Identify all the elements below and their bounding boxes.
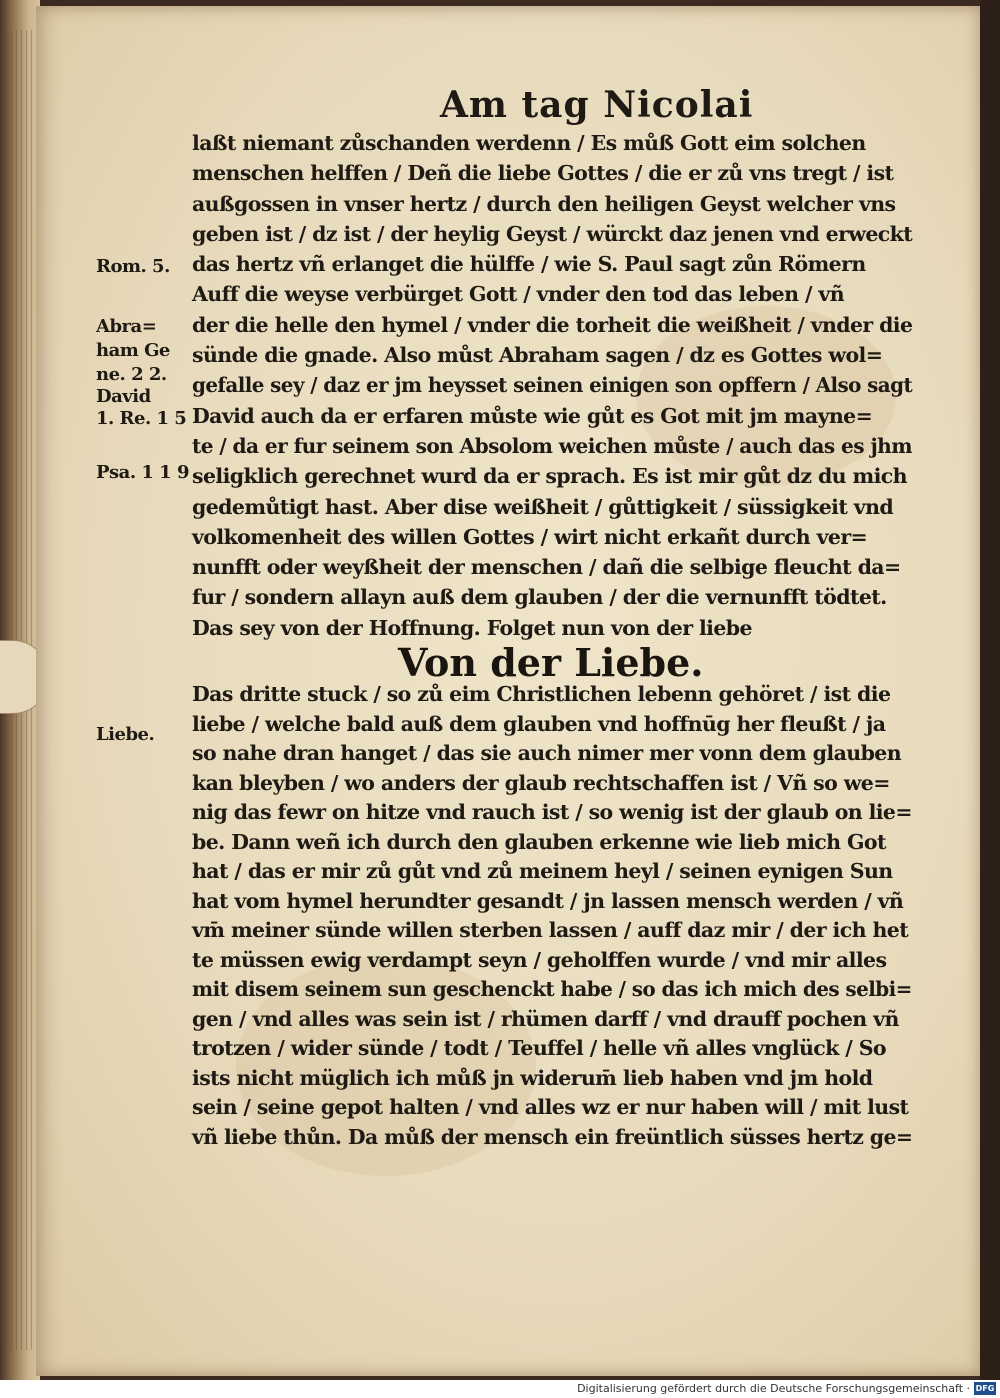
margin-note-psa: Psa. 1 1 9 xyxy=(96,462,189,483)
text-line: sünde die gnade. Also můst Abraham sagen / dz es Gottes wol= xyxy=(192,343,883,368)
text-line: vm̄ meiner sünde willen sterben lassen / auff daz mir / der ich het xyxy=(192,918,909,942)
text-line: Auff die weyse verbürget Gott / vnder den tod das leben / vñ xyxy=(192,282,845,307)
text-line: hat / das er mir zů gůt vnd zů meinem heyl / seinen eynigen Sun xyxy=(192,859,893,883)
text-line: nunfft oder weyßheit der menschen / dañ die selbige fleucht da= xyxy=(192,555,901,580)
text-line: nig das fewr on hitze vnd rauch ist / so wenig ist der glaub on lie= xyxy=(192,800,912,824)
footer-credit: Digitalisierung gefördert durch die Deutsche Forschungsgemeinschaft · xyxy=(577,1382,970,1395)
text-line: Das sey von der Hoffnung. Folget nun von der liebe xyxy=(192,615,752,640)
text-line: so nahe dran hanget / das sie auch nimer mer vonn dem glauben xyxy=(192,741,902,765)
margin-note-david: 1. Re. 1 5 xyxy=(96,408,187,429)
text-line: seligklich gerechnet wurd da er sprach. Es ist mir gůt dz du mich xyxy=(192,464,907,489)
margin-note-david: David xyxy=(96,386,151,407)
text-line: fur / sondern allayn auß dem glauben / der die vernunfft tödtet. xyxy=(192,585,887,610)
text-line: mit disem seinem sun geschenckt habe / so das ich mich des selbi= xyxy=(192,977,912,1001)
text-line: te / da er fur seinem son Absolom weichen můste / auch das es jhm xyxy=(192,433,912,458)
text-line: hat vom hymel herundter gesandt / jn lassen mensch werden / vñ xyxy=(192,888,904,913)
text-line: liebe / welche bald auß dem glauben vnd hoffnūg her fleußt / ja xyxy=(192,711,886,736)
text-block-bottom xyxy=(192,680,912,1152)
right-dark-border xyxy=(980,0,1000,1380)
text-line: menschen helffen / Deñ die liebe Gottes / die er zů vns tregt / ist xyxy=(192,161,894,186)
text-line: außgossen in vnser hertz / durch den heiligen Geyst welcher vns xyxy=(192,191,896,216)
text-line: kan bleyben / wo anders der glaub rechtschaffen ist / Vñ so we= xyxy=(192,770,890,795)
text-line: ists nicht müglich ich můß jn widerum̄ lieb haben vnd jm hold xyxy=(192,1065,873,1090)
text-line: der die helle den hymel / vnder die torheit die weißheit / vnder die xyxy=(192,312,913,337)
text-line: gefalle sey / daz er jm heysset seinen einigen son opffern / Also sagt xyxy=(192,373,913,398)
text-line: gedemůtigt hast. Aber dise weißheit / gůttigkeit / süssigkeit vnd xyxy=(192,494,894,519)
margin-note-abraham: Abra= xyxy=(96,316,157,337)
text-line: te müssen ewig verdampt seyn / geholffen wurde / vnd mir alles xyxy=(192,947,887,972)
text-line: geben ist / dz ist / der heylig Geyst / würckt daz jenen vnd erweckt xyxy=(192,221,913,246)
margin-note-rom: Rom. 5. xyxy=(96,256,170,277)
text-line: be. Dann weñ ich durch den glauben erkenne wie lieb mich Got xyxy=(192,829,886,854)
section-title: Von der Liebe. xyxy=(398,640,704,685)
margin-note-abraham: ham Ge xyxy=(96,340,170,361)
text-line: volkomenheit des willen Gottes / wirt nicht erkañt durch ver= xyxy=(192,524,868,549)
text-line: laßt niemant zůschanden werdenn / Es můß Gott eim solchen xyxy=(192,131,866,155)
margin-note-liebe: Liebe. xyxy=(96,724,155,745)
dfg-logo: DFG xyxy=(975,1384,995,1393)
text-line: vñ liebe thůn. Da můß der mensch ein freüntlich süsses hertz ge= xyxy=(192,1124,913,1149)
margin-note-abraham: ne. 2 2. xyxy=(96,364,167,385)
text-line: David auch da er erfaren můste wie gůt es Got mit jm mayne= xyxy=(192,403,873,428)
text-line: das hertz vñ erlanget die hülffe / wie S. Paul sagt zůn Römern xyxy=(192,252,866,277)
text-line: trotzen / wider sünde / todt / Teuffel / helle vñ alles vnglück / So xyxy=(192,1036,886,1060)
text-line: Das dritte stuck / so zů eim Christlichen lebenn gehöret / ist die xyxy=(192,682,891,706)
text-block-top xyxy=(192,128,912,643)
page-heading: Am tag Nicolai xyxy=(440,84,754,126)
text-line: sein / seine gepot halten / vnd alles wz er nur haben will / mit lust xyxy=(192,1095,909,1119)
text-line: gen / vnd alles was sein ist / rhümen darff / vnd drauff pochen vñ xyxy=(192,1006,899,1031)
